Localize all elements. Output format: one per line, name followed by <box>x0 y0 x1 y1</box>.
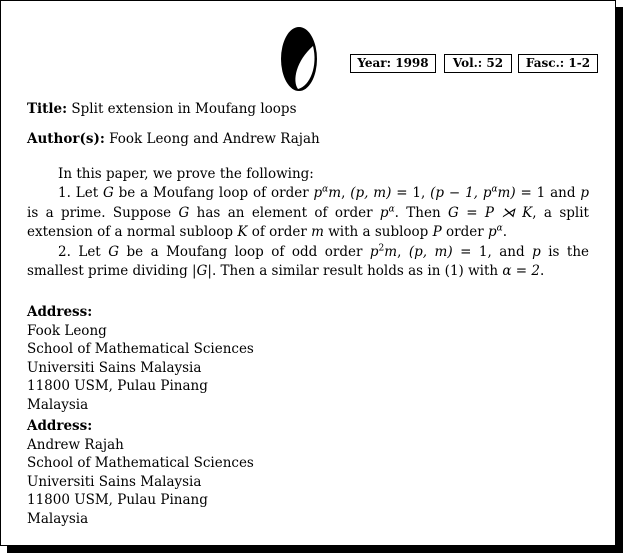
address-line: Universiti Sains Malaysia <box>27 359 202 376</box>
abstract-intro: In this paper, we prove the following: <box>58 166 314 182</box>
address-line: Universiti Sains Malaysia <box>27 473 202 490</box>
authors-text: Fook Leong and Andrew Rajah <box>109 131 320 147</box>
title-text: Split extension in Moufang loops <box>71 101 297 117</box>
address-block-2 <box>27 417 254 529</box>
address-line: Malaysia <box>27 396 89 413</box>
address-line: Malaysia <box>27 510 89 527</box>
address-label: Address: <box>27 418 93 434</box>
address-line: School of Mathematical Sciences <box>27 341 254 358</box>
authors-label: Author(s): <box>27 131 105 147</box>
address-block-1 <box>27 303 254 415</box>
journal-logo-icon <box>280 26 318 92</box>
address-line: 11800 USM, Pulau Pinang <box>27 492 208 509</box>
abstract-item-1: 1. Let G be a Moufang loop of order $p^\alpha m$, (p, m) = 1, (p − 1, $p^\alpha m) = 1$ and p is a prime. Suppose G has an element of order $p^\alpha$. Then G = P ⋊ K, a split extension of a normal subloop K of order m with a subloop P order $p^\alpha$. <box>27 184 590 241</box>
paper-title <box>27 101 297 117</box>
fascicle-badge: Fasc.: 1-2 <box>518 54 598 73</box>
volume-badge: Vol.: 52 <box>444 54 512 73</box>
address-line: Fook Leong <box>27 322 107 339</box>
year-badge: Year: 1998 <box>350 54 436 73</box>
abstract-item-2: 2. Let G be a Moufang loop of odd order $p^2m$, (p, m) = 1, and p is the smallest prime dividing |G|. Then a similar result holds as in (1) with α = 2. <box>27 243 590 280</box>
address-line: School of Mathematical Sciences <box>27 455 254 472</box>
title-label: Title: <box>27 101 68 117</box>
address-line: Andrew Rajah <box>27 436 124 453</box>
paper-authors <box>27 131 320 147</box>
address-line: 11800 USM, Pulau Pinang <box>27 378 208 395</box>
abstract <box>27 165 589 281</box>
address-label: Address: <box>27 304 93 320</box>
